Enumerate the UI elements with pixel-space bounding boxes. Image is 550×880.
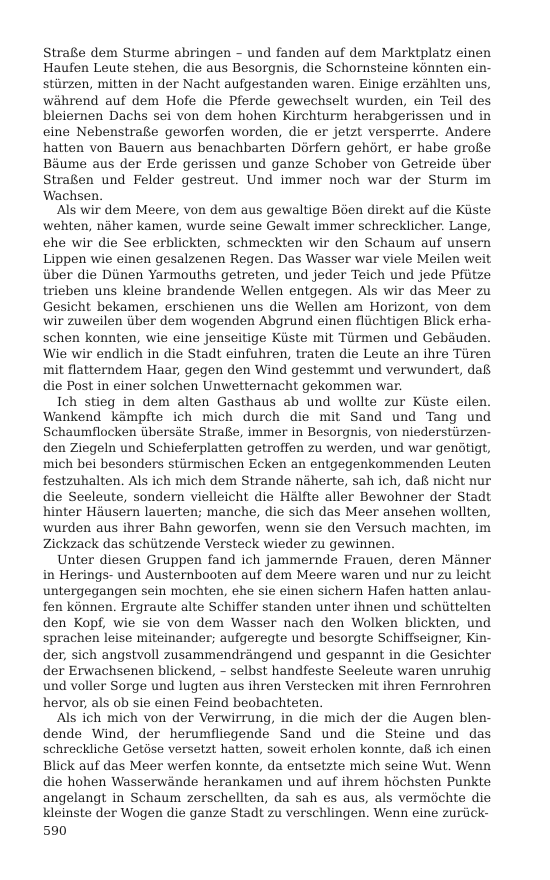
text-line: die hohen Wasserwände herankamen und auf ihrem höchsten Punkte <box>43 773 491 789</box>
text-line: und voller Sorge und lugten aus ihren Verstecken mit ihren Fernrohren <box>43 678 491 693</box>
text-line: Unter diesen Gruppen fand ich jammernde Frauen, deren Männer <box>57 552 491 567</box>
text-line: untergegangen sein mochten, ehe sie einen sichern Hafen hatten anlau- <box>43 583 491 598</box>
text-line: sprachen leise miteinander; aufgeregte und besorgte Schiffseigner, Kin- <box>43 631 491 646</box>
text-line: wehten, näher kamen, wurde seine Gewalt immer schrecklicher. Lange, <box>43 219 491 234</box>
text-line: Schaumflocken übersäte Straße, immer in Besorgnis, von niederstürzen- <box>43 425 491 440</box>
text-line: hinter Häusern lauerten; manche, die sich das Meer ansehen wollten, <box>43 504 491 520</box>
paragraph <box>43 45 491 203</box>
text-line: wir zuweilen über dem wogenden Abgrund einen flüchtigen Blick erha- <box>43 314 491 329</box>
text-line: eine Nebenstraße geworfen worden, die er jetzt versperrte. Andere <box>43 124 491 140</box>
text-line: kleinste der Wogen die ganze Stadt zu verschlingen. Wenn eine zurück- <box>43 805 489 820</box>
text-line: Ich stieg in dem alten Gasthaus ab und wollte zur Küste eilen. <box>57 393 491 409</box>
text-line: Zickzack das schützende Versteck wieder zu gewinnen. <box>43 536 395 552</box>
text-line: über die Dünen Yarmouths getreten, und jeder Teich und jede Pfütze <box>43 266 491 282</box>
text-line: Lippen wie einen gesalzenen Regen. Das Wasser war viele Meilen weit <box>43 250 491 266</box>
text-line: Bäume aus der Erde gerissen und ganze Schober von Getreide über <box>43 155 491 171</box>
text-line: in Herings- und Austernbooten auf dem Meere waren und nur zu leicht <box>43 567 491 582</box>
text-line: hervor, als ob sie einen Feind beobachteten. <box>43 694 324 710</box>
paragraph <box>43 203 491 393</box>
text-line: Straße dem Sturme abringen – und fanden auf dem Marktplatz einen <box>43 45 491 60</box>
text-line: festzuhalten. Als ich mich dem Strande näherte, sah ich, daß nicht nur <box>43 472 491 488</box>
text-line: die Seeleute, sondern vielleicht die Hälfte aller Bewohner der Stadt <box>43 488 491 504</box>
text-line: Wachsen. <box>43 187 104 203</box>
text-line: während auf dem Hofe die Pferde gewechselt wurden, ein Teil des <box>43 92 491 108</box>
text-line: wurden aus ihrer Bahn geworfen, wenn sie den Versuch machten, im <box>43 520 491 536</box>
text-line: mit flatterndem Haar, gegen den Wind gestemmt und verwundert, daß <box>43 361 491 377</box>
text-line: Wie wir endlich in die Stadt einfuhren, traten die Leute an ihre Türen <box>43 346 491 362</box>
text-line: schen konnten, wie eine jenseitige Küste mit Türmen und Gebäuden. <box>43 330 491 346</box>
text-line: fen können. Ergraute alte Schiffer standen unter ihnen und schüttelten <box>43 599 491 614</box>
text-line: Gesicht bekamen, erschienen uns die Wellen am Horizont, von dem <box>43 298 491 314</box>
text-line: Als wir dem Meere, von dem aus gewaltige Böen direkt auf die Küste <box>57 203 491 218</box>
text-line: mich bei besonders stürmischen Ecken an entgegenkommenden Leuten <box>43 456 491 471</box>
page-number: 590 <box>43 823 67 838</box>
text-line: die Post in einer solchen Unwetternacht gekommen war. <box>43 377 403 393</box>
paragraph <box>43 710 491 821</box>
text-line: den Kopf, wie sie von dem Wasser nach den Wolken blickten, und <box>43 615 491 631</box>
text-line: Als ich mich von der Verwirrung, in die mich der die Augen blen- <box>57 710 491 726</box>
text-line: bleiernen Dachs sei von dem hohen Kirchturm herabgerissen und in <box>43 108 491 124</box>
text-line: trieben uns kleine brandende Wellen entgegen. Als wir das Meer zu <box>43 282 491 298</box>
paragraph <box>43 552 491 710</box>
text-line: Straßen und Felder gestreut. Und immer noch war der Sturm im <box>43 171 491 187</box>
text-line: der, sich angstvoll zusammendrängend und gespannt in die Gesichter <box>43 647 491 663</box>
text-line: Haufen Leute stehen, die aus Besorgnis, die Schornsteine könnten ein- <box>43 60 491 75</box>
text-line: den Ziegeln und Schieferplatten getroffen zu werden, und war genötigt, <box>43 441 491 456</box>
text-line: angelangt in Schaum zerschellten, da sah es aus, als vermöchte die <box>43 789 491 805</box>
text-line: der Erwachsenen blickend, – selbst handfeste Seeleute waren unruhig <box>43 662 491 678</box>
body-text <box>43 45 491 821</box>
text-line: Wankend kämpfte ich mich durch die mit Sand und Tang und <box>43 409 491 425</box>
text-line: Blick auf das Meer werfen konnte, da entsetzte mich seine Wut. Wenn <box>43 757 491 773</box>
text-line: schreckliche Getöse versetzt hatten, soweit erholen konnte, daß ich einen <box>43 742 491 757</box>
text-line: stürzen, mitten in der Nacht aufgestanden waren. Einige erzählten uns, <box>43 76 491 91</box>
text-line: dende Wind, der herumfliegende Sand und die Steine und das <box>43 726 491 742</box>
paragraph <box>43 394 491 552</box>
text-line: hatten von Bauern aus benachbarten Dörfern gehört, er habe große <box>43 140 491 156</box>
text-line: ehe wir die See erblickten, schmeckten wir den Schaum auf unsern <box>43 235 491 251</box>
